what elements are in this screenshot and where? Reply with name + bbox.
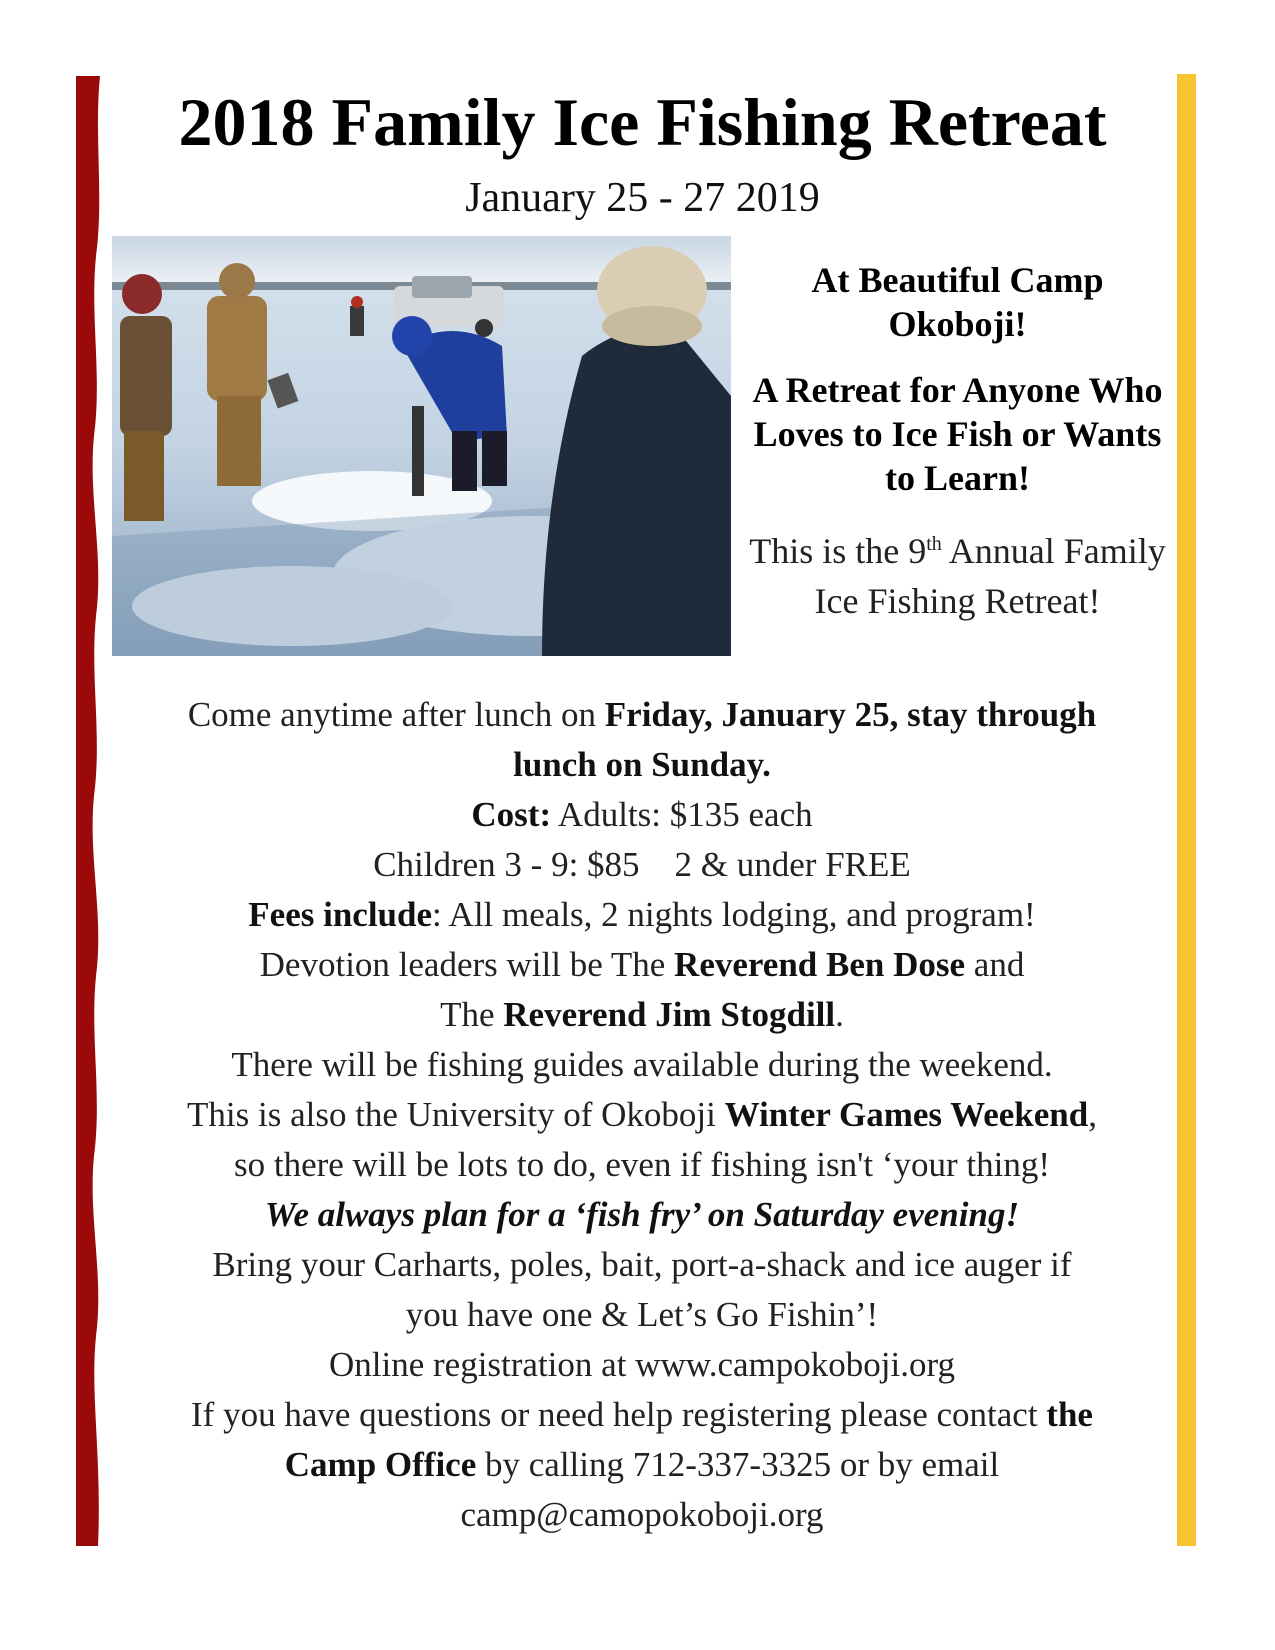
devotion-pre: Devotion leaders will be The — [259, 945, 675, 984]
annual-sup: th — [926, 533, 942, 555]
annual-suffix: Annual Family Ice Fishing Retreat! — [814, 531, 1166, 621]
right-yellow-border — [1177, 74, 1196, 1546]
cost-children: Children 3 - 9: $85 2 & under FREE — [373, 845, 911, 884]
left-red-border — [76, 76, 106, 1546]
contact-office: Camp Office — [284, 1445, 477, 1484]
cost-line — [108, 790, 1176, 840]
online-registration: Online registration at www.campokoboji.org — [329, 1345, 955, 1384]
annual-text — [745, 526, 1170, 626]
bring-line1: Bring your Carharts, poles, bait, port-a-shack and ice auger if — [212, 1245, 1072, 1284]
tagline-heading: A Retreat for Anyone Who Loves to Ice Fish or Wants to Learn! — [752, 370, 1163, 498]
cost-label: Cost: — [471, 795, 552, 834]
fees-text: : All meals, 2 nights lodging, and program! — [432, 895, 1036, 934]
fees-line — [108, 890, 1176, 940]
bring-line2: you have one & Let’s Go Fishin’! — [405, 1295, 879, 1334]
guides-line: There will be fishing guides available during the weekend. — [231, 1045, 1053, 1084]
body-text — [108, 690, 1176, 1540]
devotion-end: . — [835, 995, 844, 1034]
side-info — [745, 258, 1170, 626]
annual-prefix: This is the 9 — [749, 531, 927, 571]
contact-pre: If you have questions or need help registering please contact — [191, 1395, 1047, 1434]
arrival-text — [108, 690, 1176, 740]
arrival-line2 — [108, 740, 1176, 790]
location-heading: At Beautiful Camp Okoboji! — [811, 260, 1104, 344]
ice-fishing-photo — [112, 236, 731, 656]
games-line1 — [108, 1090, 1176, 1140]
contact-line1 — [108, 1390, 1176, 1440]
devotion-leader2: Reverend Jim Stogdill — [503, 995, 836, 1034]
games-pre: This is also the University of Okoboji — [187, 1095, 725, 1134]
arrival-bold: Friday, January 25, stay through — [604, 695, 1097, 734]
devotion-leader1: Reverend Ben Dose — [674, 945, 966, 984]
arrival-bold-2: lunch on Sunday. — [513, 745, 771, 784]
contact-phone: by calling 712-337-3325 or by email — [476, 1445, 1000, 1484]
devotion-the: The — [440, 995, 504, 1034]
devotion-and: and — [965, 945, 1025, 984]
games-bold: Winter Games Weekend — [724, 1095, 1089, 1134]
games-end: , — [1088, 1095, 1097, 1134]
fees-label: Fees include — [248, 895, 433, 934]
contact-email: camp@camopokoboji.org — [460, 1495, 824, 1534]
contact-the: the — [1046, 1395, 1093, 1434]
arrival-pre: Come anytime after lunch on — [187, 695, 605, 734]
event-dates: January 25 - 27 2019 — [465, 175, 820, 221]
devotion-line1 — [108, 940, 1176, 990]
games-line2: so there will be lots to do, even if fishing isn't ‘your thing! — [233, 1145, 1051, 1184]
fish-fry-line: We always plan for a ‘fish fry’ on Saturday evening! — [264, 1195, 1020, 1234]
cost-adults: Adults: $135 each — [551, 795, 813, 834]
contact-line2 — [108, 1440, 1176, 1490]
page-title: 2018 Family Ice Fishing Retreat — [178, 84, 1107, 160]
devotion-line2 — [108, 990, 1176, 1040]
